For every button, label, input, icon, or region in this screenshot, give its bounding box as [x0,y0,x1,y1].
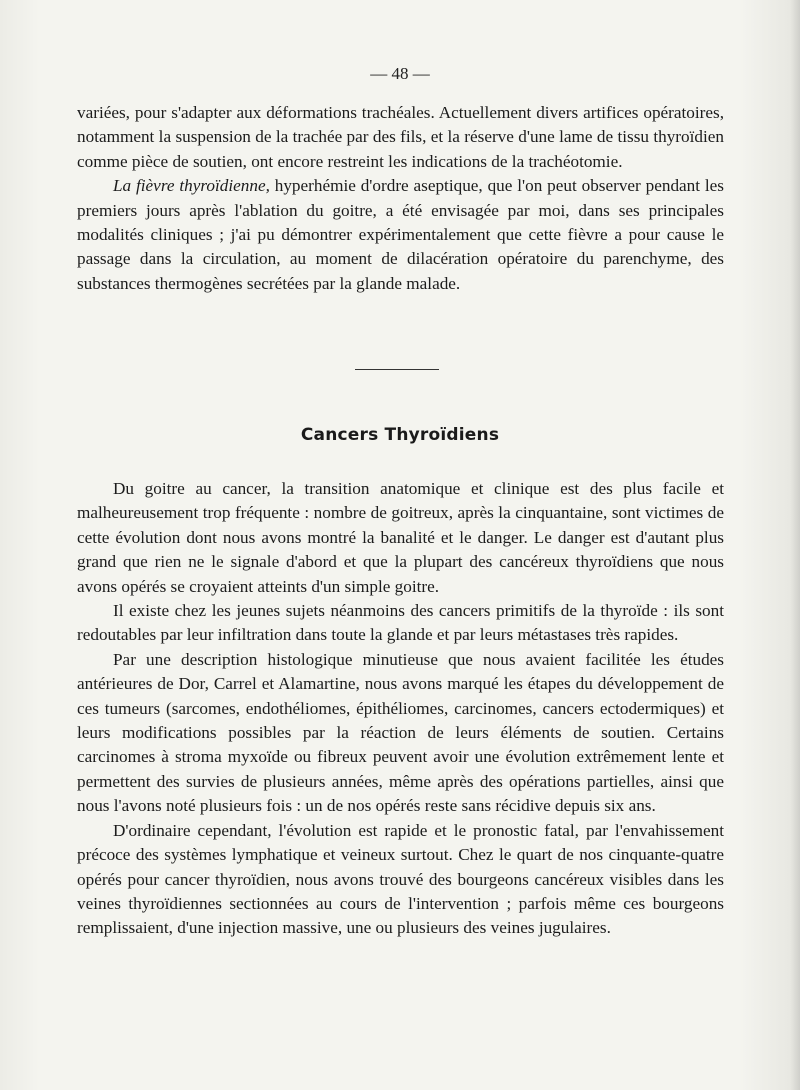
section-body [77,477,724,941]
intro-block [77,101,724,296]
paragraph: Par une description histologique minutieuse que nous avaient facilitée les études antérieures de Dor, Carrel et Alamartine, nous avons marqué les étapes du développement de ces tumeurs (sarcomes, endothéliomes, épithéliomes, carcinomes, cancers ectodermiques) et leurs modifications possibles par la réaction de leurs éléments de soutien. Certains carcinomes à stroma myxoïde ou fibreux peuvent avoir une évolution extrêmement lente et permettent des survies de plusieurs années, même après des opérations partielles, ainsi que nous l'avons noté plusieurs fois : un de nos opérés reste sans récidive depuis six ans. [77,649,724,816]
fever-text: hyperhémie d'ordre aseptique, que l'on peut observer pendant les premiers jours après l'ablation du goitre, a été envisagée par moi, dans ses principales modalités cliniques ; j'ai pu démontrer expérimentalement que cette fièvre a pour cause le passage dans la circulation, au moment de dilacération opératoire du parenchyme, des substances thermogènes secrétées par la glande malade. [77,176,724,293]
section-divider [355,369,439,370]
paragraph: D'ordinaire cependant, l'évolution est rapide et le pronostic fatal, par l'envahissement précoce des systèmes lymphatique et veineux surtout. Chez le quart de nos cinquante-quatre opérés pour cancer thyroïdien, nous avons trouvé des bourgeons cancéreux visibles dans les veines thyroïdiennes sectionnées au cours de l'intervention ; parfois même ces bourgeons remplissaient, d'une injection massive, une ou plusieurs des veines jugulaires. [77,820,724,938]
section-title: Cancers Thyroïdiens [300,425,500,445]
paragraph: Du goitre au cancer, la transition anatomique et clinique est des plus facile et malheureusement trop fréquente : nombre de goitreux, après la cinquantaine, sont victimes de cette évolution dont nous avons montré la banalité et le danger. Le danger est d'autant plus grand que rien ne le signale d'abord et que la plupart des cancéreux thyroïdiens que nous avons opérés se croyaient atteints d'un simple goitre. [77,479,724,596]
page-number: — 48 — [370,64,430,83]
fever-term: La fièvre thyroïdienne, [113,176,270,196]
fever-paragraph [77,174,724,296]
intro-continuation-paragraph: variées, pour s'adapter aux déformations trachéales. Actuellement divers artifices opératoires, notamment la suspension de la trachée par des fils, et la réserve d'une lame de tissu thyroïdien comme pièce de soutien, ont encore restreint les indications de la trachéotomie. [77,103,724,171]
paragraph: Il existe chez les jeunes sujets néanmoins des cancers primitifs de la thyroïde : ils sont redoutables par leur infiltration dans toute la glande et par leurs métastases très rapides. [77,601,724,645]
